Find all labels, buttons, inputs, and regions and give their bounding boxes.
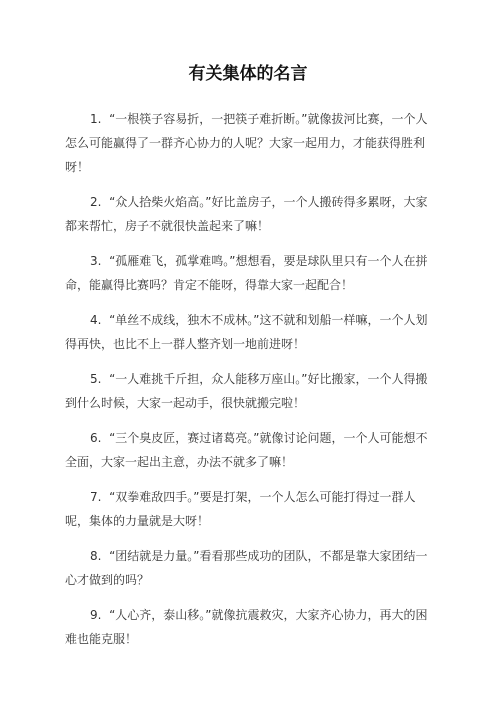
quote-number: 9. — [90, 608, 102, 622]
quote-number: 5. — [90, 372, 102, 386]
quote-item — [65, 107, 435, 179]
quote-number: 8. — [90, 549, 102, 563]
quote-number: 7. — [90, 490, 102, 504]
quote-item — [65, 426, 435, 474]
quote-item — [65, 249, 435, 297]
quote-item — [65, 603, 435, 651]
quote-text: “众人拾柴火焰高。”好比盖房子，一个人搬砖得多累呀，大家都来帮忙，房子不就很快盖起来了嘛！ — [65, 195, 428, 233]
quote-text: “一人难挑千斤担，众人能移万座山。”好比搬家，一个人得搬到什么时候，大家一起动手，很快就搬完啦！ — [65, 372, 428, 410]
quote-item — [65, 308, 435, 356]
quote-text: “三个臭皮匠，赛过诸葛亮。”就像讨论问题，一个人可能想不全面，大家一起出主意，办法不就多了嘛！ — [65, 431, 428, 469]
quote-item — [65, 367, 435, 415]
quote-list — [65, 107, 435, 662]
quote-text: “一根筷子容易折，一把筷子难折断。”就像拔河比赛，一个人怎么可能赢得了一群齐心协力的人呢？大家一起用力，才能获得胜利呀！ — [65, 112, 428, 174]
quote-number: 2. — [90, 195, 102, 209]
quote-text: “人心齐，泰山移。”就像抗震救灾，大家齐心协力，再大的困难也能克服！ — [65, 608, 428, 646]
quote-text: “双拳难敌四手。”要是打架，一个人怎么可能打得过一群人呢，集体的力量就是大呀！ — [65, 490, 416, 528]
document-title: 有关集体的名言 — [188, 64, 308, 84]
quote-number: 6. — [90, 431, 102, 445]
quote-text: “团结就是力量。”看看那些成功的团队，不都是靠大家团结一心才做到的吗？ — [65, 549, 428, 587]
quote-number: 3. — [90, 254, 102, 268]
quote-number: 4. — [90, 313, 102, 327]
quote-item — [65, 544, 435, 592]
quote-text: “单丝不成线，独木不成林。”这不就和划船一样嘛，一个人划得再快，也比不上一群人整齐划一地前进呀！ — [65, 313, 428, 351]
quote-item — [65, 190, 435, 238]
quote-number: 1. — [90, 112, 102, 126]
quote-item — [65, 485, 435, 533]
quote-text: “孤雁难飞，孤掌难鸣。”想想看，要是球队里只有一个人在拼命，能赢得比赛吗？肯定不能呀，得靠大家一起配合！ — [65, 254, 428, 292]
